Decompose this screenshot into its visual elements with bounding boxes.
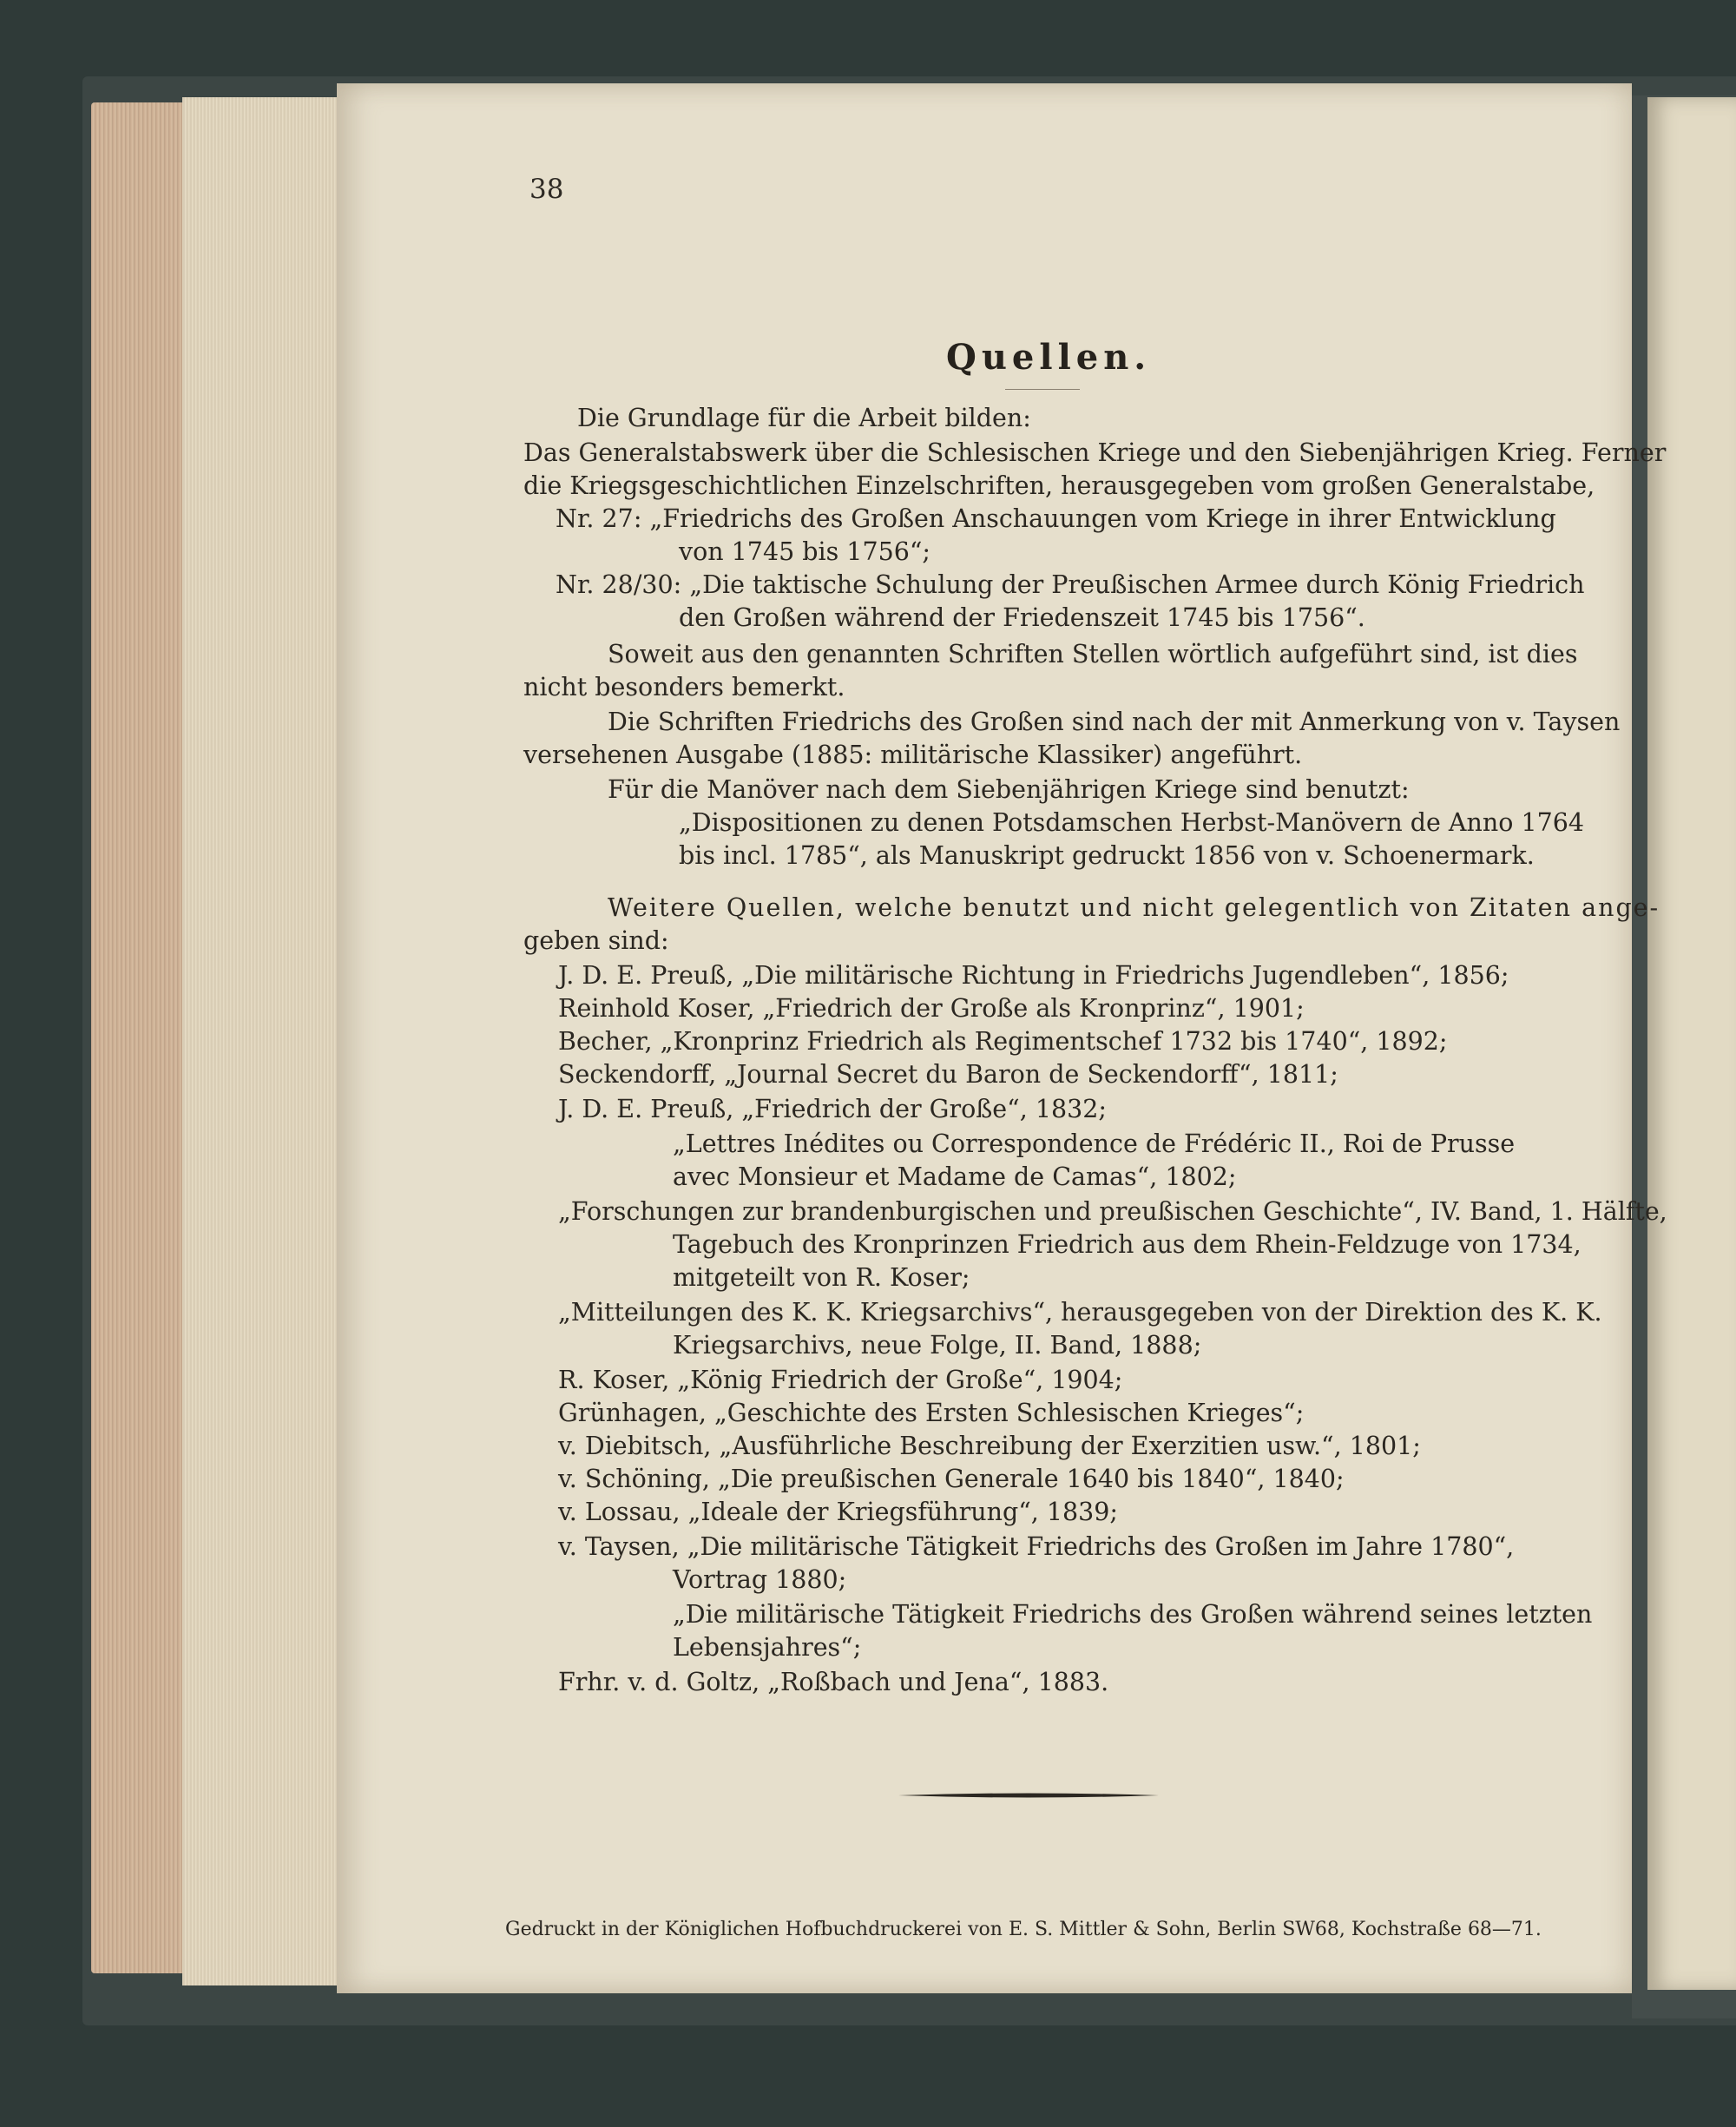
text-line: Seckendorff, „Journal Secret du Baron de Seckendorff“, 1811;: [558, 1060, 1338, 1089]
text-line: Das Generalstabswerk über die Schlesischen Kriege und den Siebenjährigen Krieg. Ferner: [523, 438, 1667, 467]
text-line: Frhr. v. d. Goltz, „Roßbach und Jena“, 1883.: [558, 1668, 1109, 1696]
page-number: 38: [529, 174, 564, 205]
text-line: von 1745 bis 1756“;: [679, 537, 931, 566]
text-line: geben sind:: [523, 926, 669, 955]
text-line: „Mitteilungen des K. K. Kriegsarchivs“, herausgegeben von der Direktion des K. K.: [558, 1298, 1602, 1327]
printer-imprint: Gedruckt in der Königlichen Hofbuchdruckerei von E. S. Mittler & Sohn, Berlin SW68, Kochstraße 68—71.: [505, 1919, 1542, 1940]
text-line: bis incl. 1785“, als Manuskript gedruckt 1856 von v. Schoenermark.: [679, 841, 1535, 870]
text-line: Becher, „Kronprinz Friedrich als Regimentschef 1732 bis 1740“, 1892;: [558, 1027, 1448, 1056]
text-line: Grünhagen, „Geschichte des Ersten Schlesischen Krieges“;: [558, 1399, 1305, 1427]
text-line: den Großen während der Friedenszeit 1745 bis 1756“.: [679, 603, 1365, 632]
text-line: avec Monsieur et Madame de Camas“, 1802;: [673, 1162, 1237, 1191]
text-line: Lebensjahres“;: [673, 1633, 862, 1662]
text-line: mitgeteilt von R. Koser;: [673, 1263, 970, 1292]
text-line: nicht besonders bemerkt.: [523, 673, 845, 701]
text-line: „Lettres Inédites ou Correspondence de Frédéric II., Roi de Prusse: [673, 1129, 1516, 1158]
text-line: J. D. E. Preuß, „Die militärische Richtung in Friedrichs Jugendleben“, 1856;: [558, 961, 1509, 990]
text-line: Vortrag 1880;: [673, 1565, 847, 1594]
text-line: „Forschungen zur brandenburgischen und preußischen Geschichte“, IV. Band, 1. Hälfte,: [558, 1197, 1667, 1226]
text-line: Soweit aus den genannten Schriften Stellen wörtlich aufgeführt sind, ist dies: [608, 640, 1578, 668]
text-line: Für die Manöver nach dem Siebenjährigen Kriege sind benutzt:: [608, 775, 1410, 804]
text-line: v. Diebitsch, „Ausführliche Beschreibung der Exerzitien usw.“, 1801;: [558, 1432, 1421, 1460]
closing-ornament: [898, 1791, 1159, 1800]
text-line: Kriegsarchivs, neue Folge, II. Band, 1888;: [673, 1331, 1202, 1360]
text-line: Reinhold Koser, „Friedrich der Große als Kronprinz“, 1901;: [558, 994, 1305, 1023]
text-line: R. Koser, „König Friedrich der Große“, 1904;: [558, 1366, 1123, 1394]
text-line: Tagebuch des Kronprinzen Friedrich aus dem Rhein-Feldzuge von 1734,: [673, 1230, 1581, 1259]
text-line: Die Grundlage für die Arbeit bilden:: [577, 404, 1031, 432]
text-line: „Die militärische Tätigkeit Friedrichs des Großen während seines letzten: [673, 1600, 1593, 1629]
text-line: Nr. 28/30: „Die taktische Schulung der Preußischen Armee durch König Friedrich: [556, 570, 1585, 599]
text-line: v. Taysen, „Die militärische Tätigkeit Friedrichs des Großen im Jahre 1780“,: [558, 1532, 1515, 1561]
heading-rule: [1005, 389, 1080, 390]
text-line: v. Lossau, „Ideale der Kriegsführung“, 1839;: [558, 1498, 1119, 1526]
page-edges: [91, 102, 194, 1973]
facing-page: [1647, 97, 1736, 1990]
text-line: „Dispositionen zu denen Potsdamschen Herbst-Manövern de Anno 1764: [679, 808, 1584, 837]
text-line: Die Schriften Friedrichs des Großen sind nach der mit Anmerkung von v. Taysen: [608, 708, 1621, 736]
text-line: Weitere Quellen, welche benutzt und nicht gelegentlich von Zitaten ange-: [608, 893, 1660, 922]
text-line: die Kriegsgeschichtlichen Einzelschriften, herausgegeben vom großen Generalstabe,: [523, 471, 1595, 500]
text-line: versehenen Ausgabe (1885: militärische Klassiker) angeführt.: [523, 741, 1303, 769]
section-heading: Quellen.: [946, 337, 1152, 378]
text-line: Nr. 27: „Friedrichs des Großen Anschauungen vom Kriege in ihrer Entwicklung: [556, 504, 1556, 533]
text-line: v. Schöning, „Die preußischen Generale 1640 bis 1840“, 1840;: [558, 1465, 1345, 1493]
text-line: J. D. E. Preuß, „Friedrich der Große“, 1832;: [558, 1095, 1107, 1123]
page-stack: [182, 97, 347, 1985]
